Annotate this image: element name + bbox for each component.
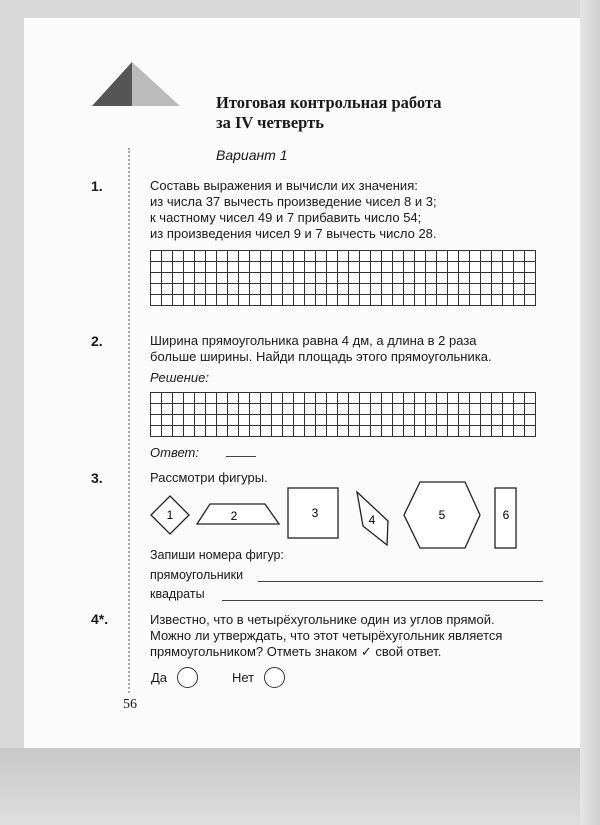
shape-label-4: 4 <box>368 513 376 527</box>
answer-line[interactable] <box>226 456 256 457</box>
yes-answer-circle[interactable] <box>177 667 198 688</box>
rectangles-label: прямоугольники <box>150 568 244 582</box>
shape-label-2: 2 <box>230 509 238 523</box>
shape-2-trapezoid <box>197 504 279 524</box>
write-shapes-label: Запиши номера фигур: <box>150 548 284 562</box>
shapes-figure <box>145 478 525 550</box>
solution-label: Решение: <box>150 370 210 385</box>
rectangles-answer-line[interactable] <box>258 581 543 582</box>
task2-solution-grid[interactable] <box>150 392 536 437</box>
page-number: 56 <box>123 697 137 712</box>
shape-label-1: 1 <box>166 508 174 522</box>
task4-text: Известно, что в четырёхугольнике один из углов прямой. Можно ли утверждать, что этот четырёхугольник является прямоугольником? Отметь знаком ✓ свой ответ. <box>150 612 503 659</box>
task2-number: 2. <box>91 333 103 349</box>
margin-dotted-line <box>128 148 130 693</box>
yes-label: Да <box>151 670 168 685</box>
shape-label-5: 5 <box>438 508 446 522</box>
squares-label: квадраты <box>150 587 205 601</box>
next-page-edge <box>580 0 600 825</box>
task2-text: Ширина прямоугольника равна 4 дм, а длина в 2 раза больше ширины. Найди площадь этого прямоугольника. <box>150 333 492 364</box>
task1-text: Составь выражения и вычисли их значения: из числа 37 вычесть произведение чисел 8 и 3; к частному чисел 49 и 7 прибавить число 54; из произведения чисел 9 и 7 вычесть число 28. <box>150 178 437 241</box>
task3-number: 3. <box>91 470 103 486</box>
page-shadow <box>0 748 600 825</box>
task1-answer-grid[interactable] <box>150 250 536 306</box>
squares-answer-line[interactable] <box>222 600 543 601</box>
task3-prompt: Рассмотри фигуры. <box>150 470 268 485</box>
corner-triangle-decoration <box>92 62 184 108</box>
shape-label-6: 6 <box>502 508 510 522</box>
answer-label: Ответ: <box>150 445 199 460</box>
test-title: Итоговая контрольная работа за IV четверть <box>216 93 442 132</box>
task4-number: 4*. <box>91 611 109 627</box>
variant-label: Вариант 1 <box>216 147 288 163</box>
no-label: Нет <box>232 670 255 685</box>
shape-label-3: 3 <box>311 506 319 520</box>
task1-number: 1. <box>91 178 103 194</box>
no-answer-circle[interactable] <box>264 667 285 688</box>
